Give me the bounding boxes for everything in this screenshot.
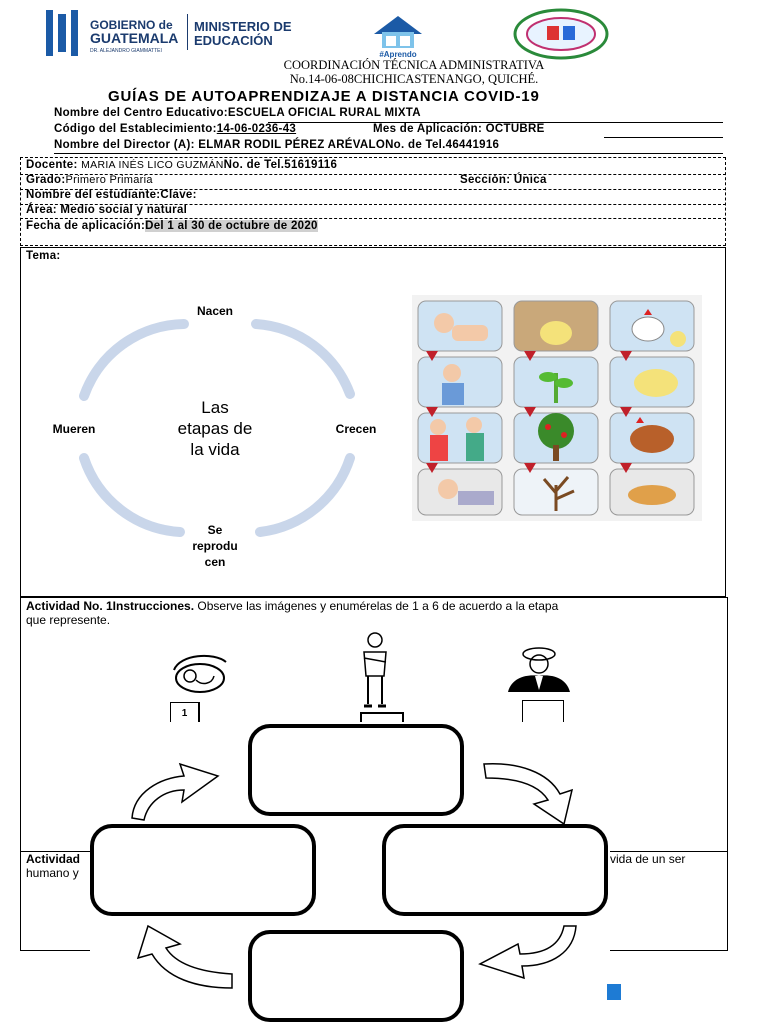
docente-value: MARIA INÉS LICO GUZMÁN xyxy=(81,159,224,171)
actividad1-text: Observe las imágenes y enumérelas de 1 a 6 de acuerdo a la etapa xyxy=(194,599,559,613)
centro-label: Nombre del Centro Educativo: xyxy=(54,107,228,119)
codigo-value: 14-06-0236-43 xyxy=(216,123,297,135)
mes-underline xyxy=(604,137,723,138)
row-divider xyxy=(20,218,726,219)
centro-row xyxy=(54,107,421,119)
coordination-line1: COORDINACIÓN TÉCNICA ADMINISTRATIVA xyxy=(283,58,545,72)
curved-arrow-up-left-icon xyxy=(122,922,238,992)
coordination-line2: No.14-06-08CHICHICASTENANGO, QUICHÉ. xyxy=(289,72,539,86)
codigo-label: Código del Establecimiento: xyxy=(54,123,217,135)
logo-divider xyxy=(187,14,188,50)
coordination-header xyxy=(0,58,768,86)
school-seal-logo xyxy=(513,8,609,60)
ministry-line1: MINISTERIO DE xyxy=(194,19,292,34)
number-box-1[interactable]: 1 xyxy=(170,702,200,726)
mes-label: Mes de Aplicación: xyxy=(373,123,483,135)
stage-se-reproducen xyxy=(175,522,255,570)
stage-se-reproducen-line: reprodu xyxy=(192,539,238,553)
area-text: Área: Medio social y natural xyxy=(26,204,188,216)
actividad2-left-text xyxy=(26,852,80,880)
centro-value: ESCUELA OFICIAL RURAL MIXTA xyxy=(227,107,421,119)
cycle-box-left[interactable] xyxy=(90,824,316,916)
actividad2-text-right: vida de un ser xyxy=(610,852,686,866)
codigo-row xyxy=(54,123,296,135)
stage-nacen: Nacen xyxy=(196,304,234,318)
cycle-box-right[interactable] xyxy=(382,824,608,916)
blue-square-marker xyxy=(607,984,621,1000)
stage-se-reproducen-line: Se xyxy=(207,523,223,537)
curved-arrow-down-right-icon xyxy=(478,756,588,826)
director-tel: No. de Tel.46441916 xyxy=(385,139,500,151)
cycle-center-title xyxy=(160,397,270,460)
estudiante-label: Nombre del estudiante: xyxy=(26,189,161,201)
cycle-center-line: etapas de xyxy=(177,419,253,438)
director-label: Nombre del Director (A): xyxy=(54,139,195,151)
fetus-icon xyxy=(170,650,232,694)
cycle-center-line: Las xyxy=(201,398,229,417)
cycle-box-top[interactable] xyxy=(248,724,464,816)
child-icon xyxy=(358,632,392,714)
grado-row xyxy=(26,174,153,186)
director-row xyxy=(54,139,499,151)
elderly-man-icon xyxy=(504,646,574,692)
aprendo-en-casa-logo xyxy=(366,12,430,60)
curved-arrow-up-right-icon xyxy=(120,756,230,826)
stage-crecen: Crecen xyxy=(335,422,377,436)
grado-label: Grado: xyxy=(26,174,66,186)
page-title: GUÍAS DE AUTOAPRENDIZAJE A DISTANCIA COVID-19 xyxy=(108,88,540,105)
fecha-label: Fecha de aplicación: xyxy=(26,220,146,232)
ministry-logo xyxy=(194,20,292,48)
director-underline xyxy=(54,153,723,154)
actividad1-instructions xyxy=(26,599,558,627)
stage-mueren: Mueren xyxy=(52,422,96,436)
fecha-row xyxy=(26,220,318,232)
actividad2-title: Actividad xyxy=(26,852,81,866)
actividad2-text-left: humano y xyxy=(26,866,79,880)
estudiante-row xyxy=(26,189,197,201)
actividad1-title: Actividad No. 1Instrucciones. xyxy=(26,599,195,613)
curved-arrow-down-left-icon xyxy=(478,922,588,982)
clave-label: Clave: xyxy=(160,189,197,201)
life-stages-illustration xyxy=(412,295,702,521)
cycle-box-bottom[interactable] xyxy=(248,930,464,1022)
gov-line3: DR. ALEJANDRO GIAMMATTEI xyxy=(90,48,162,54)
house-book-icon xyxy=(366,12,430,60)
grado-value: Primero Primaria xyxy=(65,174,153,186)
government-logo xyxy=(44,8,186,58)
director-value: ELMAR RODIL PÉREZ ARÉVALO xyxy=(198,139,386,151)
svg-text:#Aprendo: #Aprendo xyxy=(379,50,417,59)
actividad1-text2: que represente. xyxy=(26,613,111,627)
cycle-center-line: la vida xyxy=(190,440,240,459)
seccion-text: Sección: Única xyxy=(460,174,547,186)
stage-se-reproducen-line: cen xyxy=(204,555,226,569)
mes-row xyxy=(373,123,545,135)
gov-line1: GOBIERNO de xyxy=(90,18,173,32)
fecha-value: Del 1 al 30 de octubre de 2020 xyxy=(145,220,318,232)
ministry-line2: EDUCACIÓN xyxy=(194,33,273,48)
tema-label: Tema: xyxy=(26,250,61,262)
school-seal-icon xyxy=(513,8,609,60)
docente-row xyxy=(26,159,337,171)
guatemala-emblem-icon xyxy=(44,8,84,58)
docente-tel: No. de Tel.51619116 xyxy=(223,159,338,171)
mes-value: OCTUBRE xyxy=(485,123,545,135)
gov-line2: GUATEMALA xyxy=(90,30,179,46)
docente-label: Docente: xyxy=(26,159,78,171)
